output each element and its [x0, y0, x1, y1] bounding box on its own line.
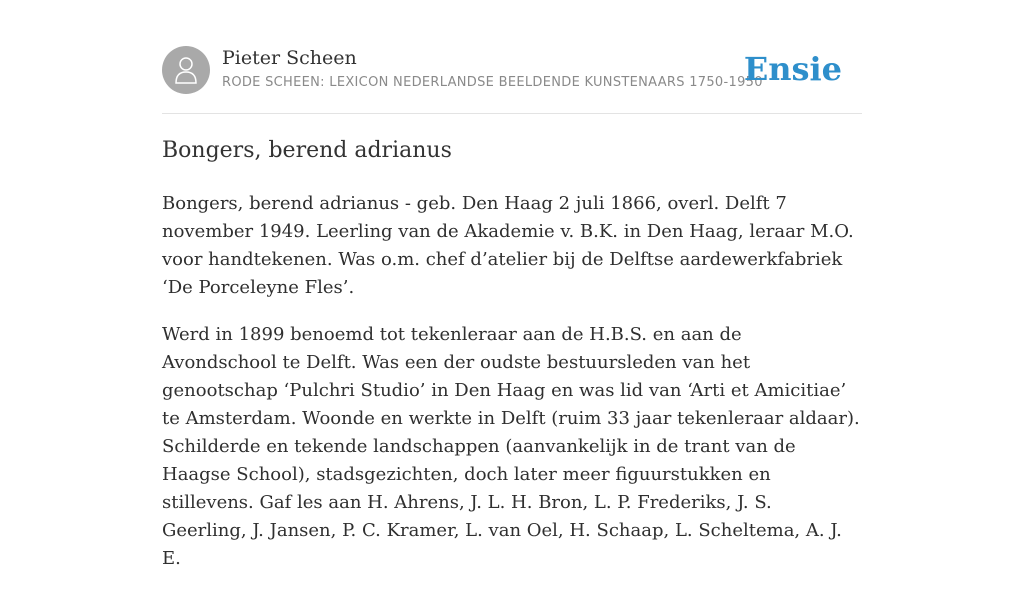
article-paragraph: Bongers, berend adrianus - geb. Den Haag 2 juli 1866, overl. Delft 7 november 1949. Leerling van de Akademie v. B.K. in Den Haag, leraar M.O. voor handtekenen. Was o.m. chef d’atelier bij de Delftse aardewerkfabriek ‘De Porceleyne Fles’. — [162, 193, 854, 298]
brand-logo[interactable]: Ensie — [743, 50, 842, 88]
page-title: Bongers, berend adrianus — [162, 138, 452, 163]
header-divider — [162, 113, 862, 114]
source-title[interactable]: RODE SCHEEN: LEXICON NEDERLANDSE BEELDENDE KUNSTENAARS 1750-1950 — [222, 75, 763, 90]
article-body — [162, 190, 862, 592]
user-icon — [174, 56, 198, 84]
article-header — [162, 46, 862, 96]
author-name[interactable]: Pieter Scheen — [222, 47, 357, 69]
avatar[interactable] — [162, 46, 210, 94]
article-paragraph: Werd in 1899 benoemd tot tekenleraar aan de H.B.S. en aan de Avondschool te Delft. Was een der oudste bestuursleden van het genootschap ‘Pulchri Studio’ in Den Haag en was lid van ‘Arti et Amicitiae’ te Amsterdam. Woonde en werkte in Delft (ruim 33 jaar tekenleraar aldaar). Schilderde en tekende landschappen (aanvankelijk in de trant van de Haagse School), stadsgezichten, doch later meer figuurstukken en stillevens. Gaf les aan H. Ahrens, J. L. H. Bron, L. P. Frederiks, J. S. Geerling, J. Jansen, P. C. Kramer, L. van Oel, H. Schaap, L. Scheltema, A. J. E. — [162, 324, 860, 569]
